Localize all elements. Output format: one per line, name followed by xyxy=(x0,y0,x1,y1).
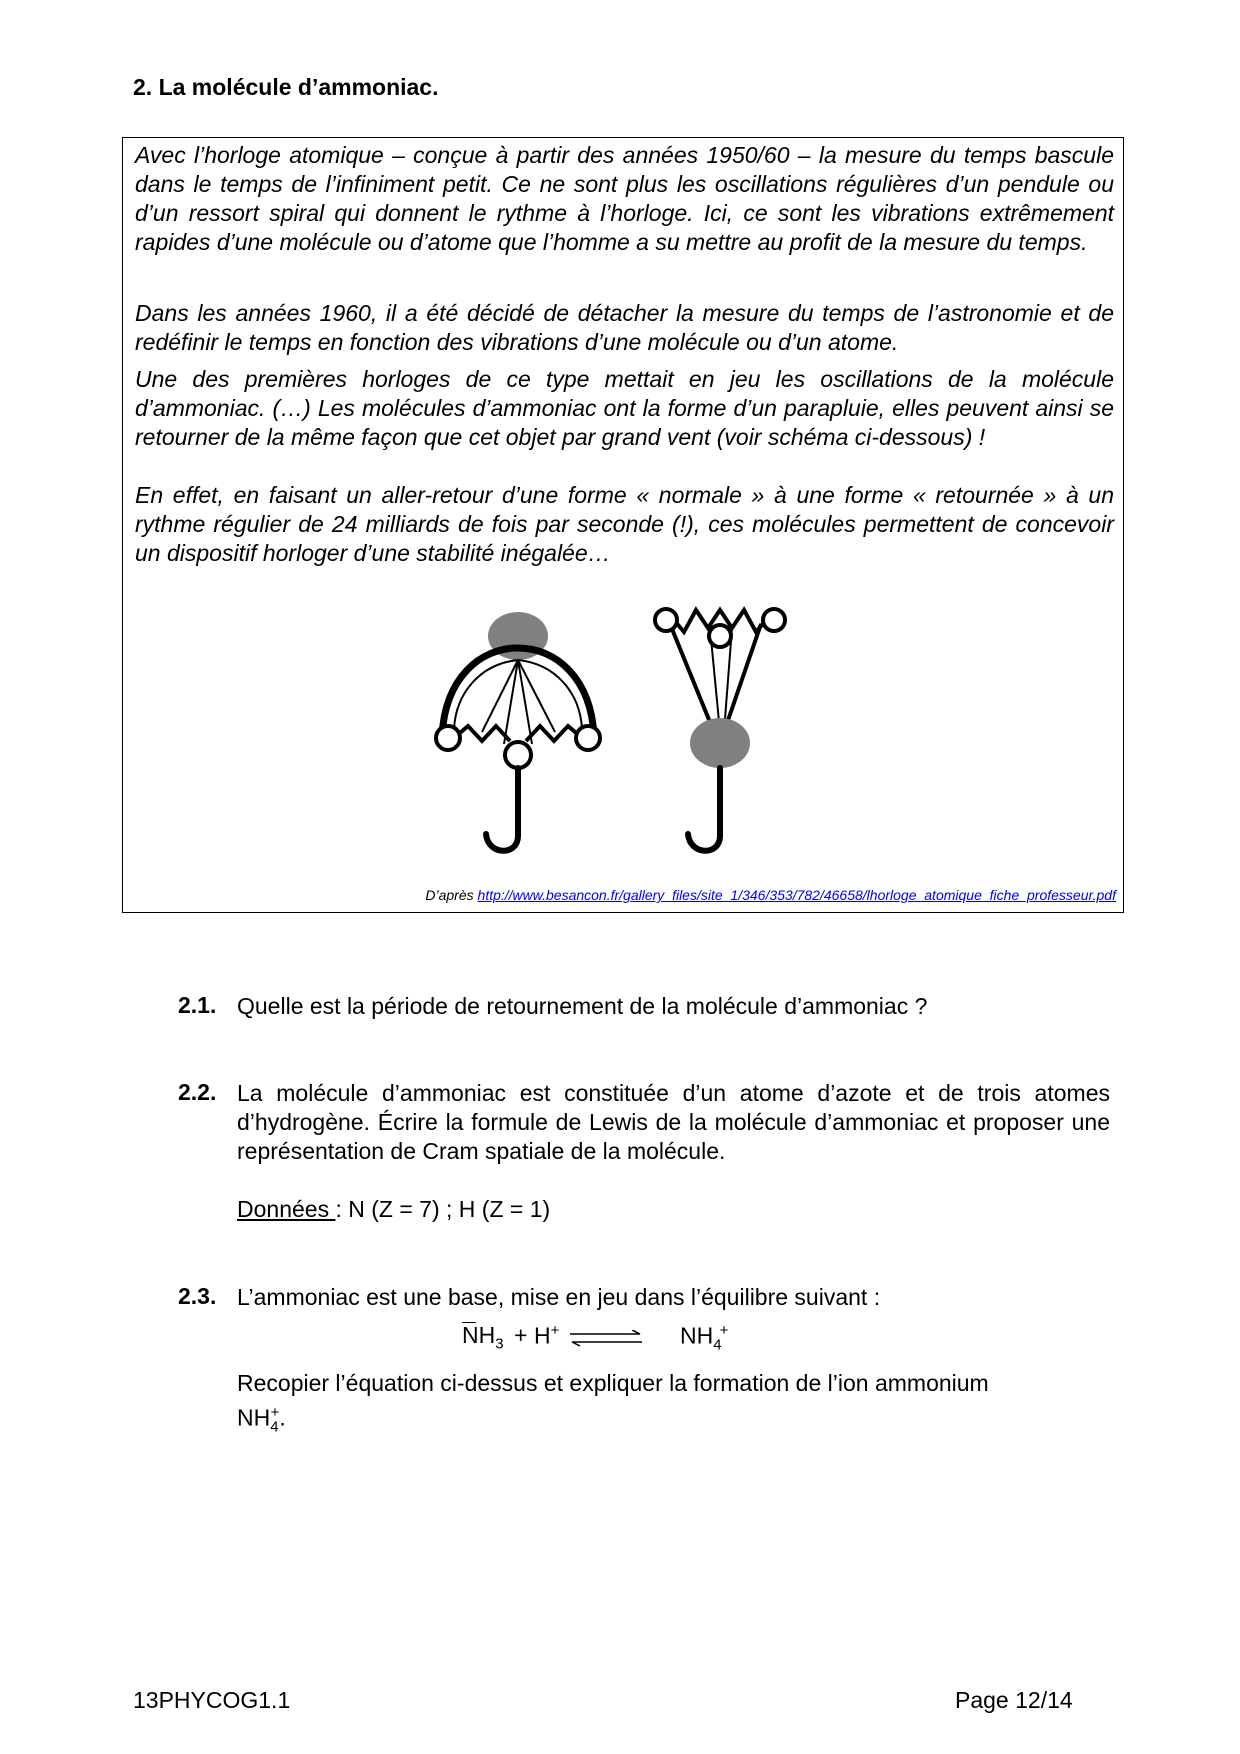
instruction-text xyxy=(237,1369,1110,1441)
nitrogen-atom-bottom xyxy=(690,718,750,768)
umbrella-normal xyxy=(436,612,600,851)
donnees-text: : N (Z = 7) ; H (Z = 1) xyxy=(335,1196,551,1222)
donnees-label: Données xyxy=(237,1196,336,1222)
source-link[interactable]: http://www.besancon.fr/gallery_files/site_1/346/353/782/46658/lhorloge_atomique_fiche_professeur.pdf xyxy=(477,887,1116,903)
hydrogen-atom-left-inverted xyxy=(655,609,677,631)
canopy-inner xyxy=(454,660,582,729)
equilibrium-equation xyxy=(462,1322,742,1362)
instruction-body: Recopier l’équation ci-dessus et expliquer la formation de l’ion ammonium xyxy=(237,1370,989,1396)
instruction-end: . xyxy=(279,1404,286,1431)
question-text-2-2: La molécule d’ammoniac est constituée d’un atome d’azote et de trois atomes d’hydrogène. Écrire la formule de Lewis de la molécule d’ammoniac et proposer une représentation de Cram spatiale de la molécule. xyxy=(237,1080,1110,1164)
quote-paragraph-3: Une des premières horloges de ce type mettait en jeu les oscillations de la molécule d’ammoniac. (…) Les molécules d’ammoniac ont la forme d’un parapluie, elles peuvent ainsi se retourner de la même façon que cet objet par grand vent (voir schéma ci-dessous) ! xyxy=(135,366,1114,450)
ammonium-ion: NH xyxy=(237,1404,271,1431)
ammonium-formula: $NH_4^+$ xyxy=(680,1322,729,1354)
hydrogen-atom-right-inverted xyxy=(763,609,785,631)
ammonia-formula: $NH_3$ xyxy=(462,1322,504,1353)
canopy-edge xyxy=(454,726,582,741)
umbrella-inverted xyxy=(655,609,785,851)
hydrogen-atom-middle-inverted xyxy=(709,625,731,647)
source-prefix: D’après xyxy=(425,887,478,903)
question-number-2-1: 2.1. xyxy=(178,992,217,1018)
umbrella-molecule-figure xyxy=(420,598,840,878)
quote-paragraph-1: Avec l’horloge atomique – conçue à partir des années 1950/60 – la mesure du temps bascule dans le temps de l’infiniment petit. Ce ne sont plus les oscillations régulières d’un pendule ou d’un ressort spiral qui donnent le rythme à l’horloge. Ici, ce sont les vibrations extrêmement rapides d’une molécule ou d’atome que l’homme a su mettre au profit de la mesure du temps. xyxy=(135,142,1114,255)
question-number-2-3: 2.3. xyxy=(178,1283,217,1309)
source-citation xyxy=(425,887,1116,903)
hydrogen-atom-right xyxy=(576,726,600,750)
hydrogen-atom-left xyxy=(436,726,460,750)
ammonium-ion-sub: 4 xyxy=(270,1418,279,1436)
hydrogen-atom-middle xyxy=(505,742,531,768)
section-title: 2. La molécule d’ammoniac. xyxy=(133,74,439,100)
umbrella-handle xyxy=(486,768,518,851)
question-text-2-3: L’ammoniac est une base, mise en jeu dans l’équilibre suivant : xyxy=(237,1284,881,1310)
inverted-umbrella-handle xyxy=(688,768,720,851)
quote-paragraph-4: En effet, en faisant un aller-retour d’une forme « normale » à une forme « retournée » à un rythme régulier de 24 milliards de fois par seconde (!), ces molécules permettent de concevoir un dispositif horloger d’une stabilité inégalée… xyxy=(135,482,1114,566)
donnees-line xyxy=(237,1195,1110,1224)
question-number-2-2: 2.2. xyxy=(178,1079,217,1105)
footer-page-number: Page 12/14 xyxy=(955,1687,1073,1713)
quote-paragraph-2: Dans les années 1960, il a été décidé de détacher la mesure du temps de l’astronomie et de redéfinir le temps en fonction des vibrations d’une molécule ou d’un atome. xyxy=(135,300,1114,355)
footer-code: 13PHYCOG1.1 xyxy=(133,1687,291,1713)
ammonium-ion-sup: + xyxy=(270,1404,280,1421)
proton-formula: H+ xyxy=(534,1322,560,1349)
question-text-2-1: Quelle est la période de retournement de la molécule d’ammoniac ? xyxy=(237,993,928,1019)
plus-sign: + xyxy=(514,1322,528,1348)
equilibrium-arrows xyxy=(566,1330,646,1348)
